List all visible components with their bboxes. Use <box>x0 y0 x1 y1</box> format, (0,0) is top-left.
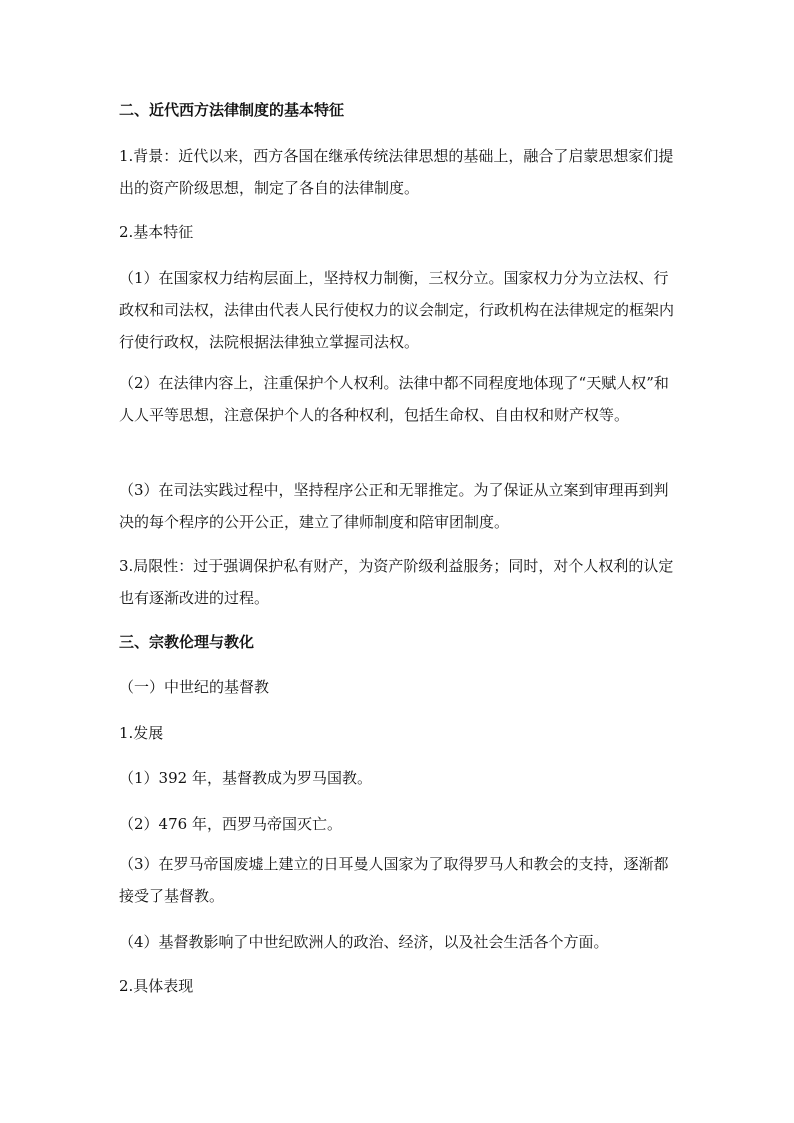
paragraph-development-4: （4）基督教影响了中世纪欧洲人的政治、经济，以及社会生活各个方面。 <box>119 933 609 951</box>
paragraph-feature-3: （3）在司法实践过程中，坚持程序公正和无罪推定。为了保证从立案到审理再到判决的每个程序的公开公正，建立了律师制度和陪审团制度。 <box>119 481 669 531</box>
paragraph-development-1: （1）392 年，基督教成为罗马国教。 <box>119 769 372 787</box>
paragraph-background: 1.背景：近代以来，西方各国在继承传统法律思想的基础上，融合了启蒙思想家们提出的资产阶级思想，制定了各自的法律制度。 <box>119 147 674 197</box>
paragraph-specific-manifestations: 2.具体表现 <box>119 977 194 995</box>
paragraph-limitations: 3.局限性：过于强调保护私有财产，为资产阶级利益服务；同时，对个人权利的认定也有逐渐改进的过程。 <box>119 557 674 607</box>
paragraph-basic-features-title: 2.基本特征 <box>119 223 194 241</box>
paragraph-development-3: （3）在罗马帝国废墟上建立的日耳曼人国家为了取得罗马人和教会的支持，逐渐都接受了基督教。 <box>119 855 669 905</box>
paragraph-development-2: （2）476 年，西罗马帝国灭亡。 <box>119 815 342 833</box>
paragraph-feature-2: （2）在法律内容上，注重保护个人权利。法律中都不同程度地体现了“天赋人权”和人人平等思想，注意保护个人的各种权利，包括生命权、自由权和财产权等。 <box>119 374 669 424</box>
subsection-medieval-christianity: （一）中世纪的基督教 <box>119 678 270 696</box>
paragraph-feature-1: （1）在国家权力结构层面上，坚持权力制衡，三权分立。国家权力分为立法权、行政权和司法权，法律由代表人民行使权力的议会制定，行政机构在法律规定的框架内行使行政权，法院根据法律独立掌握司法权。 <box>119 269 675 351</box>
section-heading-religion: 三、宗教伦理与教化 <box>119 633 255 651</box>
section-heading-western-law: 二、近代西方法律制度的基本特征 <box>119 101 345 119</box>
paragraph-development-title: 1.发展 <box>119 724 164 742</box>
